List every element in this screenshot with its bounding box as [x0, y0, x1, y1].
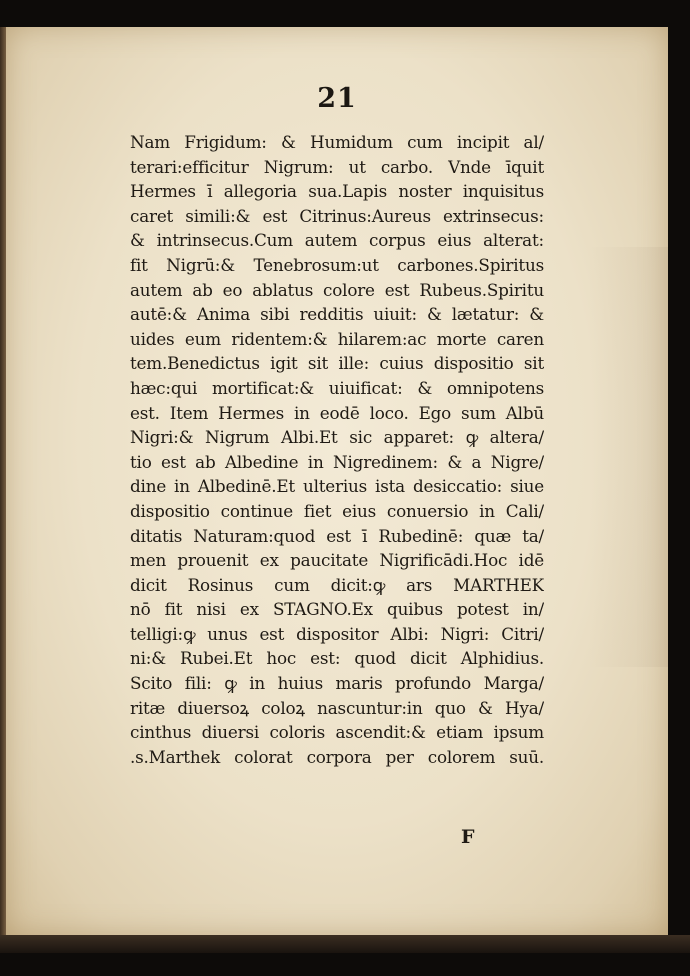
signature-mark: F [461, 826, 475, 848]
page-number: 21 [317, 83, 357, 114]
text-line: telligi:ꝙ unus est dispositor Albi: Nigri: Citri/ [130, 623, 544, 644]
text-line: dicit Rosinus cum dicit:ꝙ ars MARTHEK [130, 574, 544, 595]
text-line: terari:efficitur Nigrum: ut carbo. Vnde īquit [130, 156, 544, 177]
text-line: tio est ab Albedine in Nigredinem: & a Nigre/ [130, 451, 544, 472]
text-line: ni:& Rubei.Et hoc est: quod dicit Alphidius. [130, 648, 544, 669]
text-line: uides eum ridentem:& hilarem:ac morte caren [130, 328, 544, 349]
text-line: men prouenit ex paucitate Nigrificādi.Hoc idē [130, 550, 544, 571]
text-line: fit Nigrū:& Tenebrosum:ut carbones.Spiritus [130, 254, 544, 275]
text-line: autem ab eo ablatus colore est Rubeus.Spiritu [130, 279, 544, 300]
text-line: est. Item Hermes in eodē loco. Ego sum Albū [130, 402, 544, 423]
book-bottom-edge [0, 935, 690, 953]
text-line: dispositio continue fiet eius conuersio in Cali/ [130, 500, 544, 521]
text-line: ritæ diuersoꝝ coloꝝ nascuntur:in quo & Hya/ [130, 697, 544, 718]
text-line: nō fit nisi ex STAGNO.Ex quibus potest in/ [130, 599, 544, 620]
text-line: & intrinsecus.Cum autem corpus eius alterat: [130, 230, 544, 251]
text-line: hæc:qui mortificat:& uiuificat: & omnipotens [130, 377, 544, 398]
text-line: ditatis Naturam:quod est ī Rubedinē: quæ ta/ [130, 525, 544, 546]
body-text [130, 130, 544, 769]
page-sheet [6, 27, 668, 935]
text-line: tem.Benedictus igit sit ille: cuius dispositio sit [130, 353, 544, 374]
text-line: .s.Marthek colorat corpora per colorem suū. [130, 746, 544, 767]
text-line: autē:& Anima sibi redditis uiuit: & lætatur: & [130, 304, 544, 325]
text-line: Scito fili: ꝙ in huius maris profundo Marga/ [130, 673, 544, 694]
text-line: cinthus diuersi coloris ascendit:& etiam ipsum [130, 722, 544, 743]
text-line: caret simili:& est Citrinus:Aureus extrinsecus: [130, 205, 544, 226]
text-line: Nam Frigidum: & Humidum cum incipit al/ [130, 132, 544, 152]
facing-page-show-through [588, 247, 668, 667]
text-line: Hermes ī allegoria sua.Lapis noster inquisitus [130, 181, 544, 202]
text-line: Nigri:& Nigrum Albi.Et sic apparet: ꝙ altera/ [130, 427, 544, 448]
text-line: dine in Albedinē.Et ulterius ista desiccatio: siue [130, 476, 544, 497]
